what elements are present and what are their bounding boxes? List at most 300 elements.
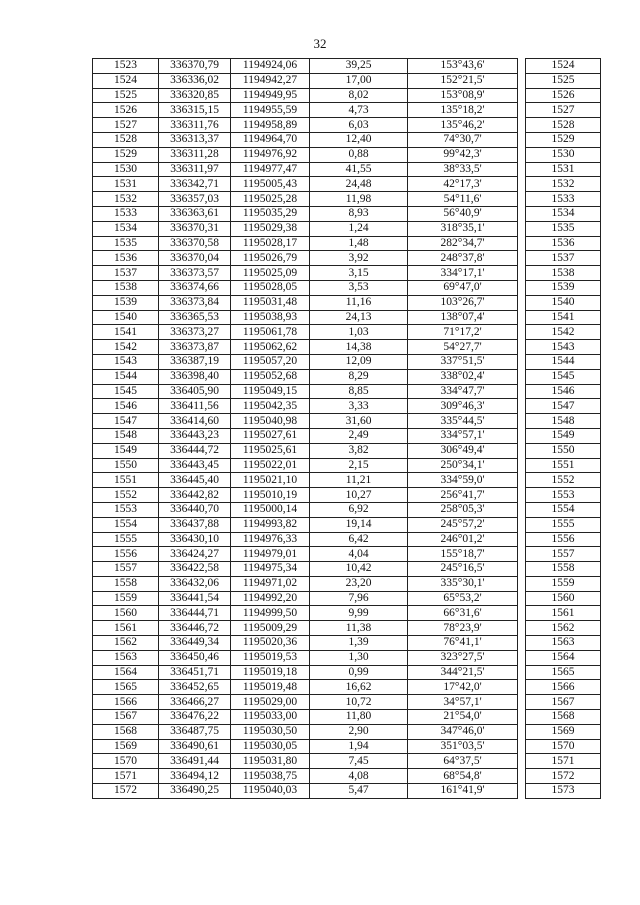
y-coordinate-cell: 1194955,59: [231, 103, 310, 118]
bearing-cell: 153°43,6': [408, 59, 518, 74]
bearing-cell: 17°42,0': [408, 680, 518, 695]
column-gap: [518, 414, 526, 429]
column-gap: [518, 724, 526, 739]
y-coordinate-cell: 1195035,29: [231, 206, 310, 221]
table-row: [93, 192, 601, 207]
y-coordinate-cell: 1194979,01: [231, 547, 310, 562]
column-gap: [518, 665, 526, 680]
y-coordinate-cell: 1195000,14: [231, 502, 310, 517]
distance-cell: 24,13: [310, 310, 408, 325]
point-number-cell: 1572: [93, 784, 159, 799]
table-row: [93, 88, 601, 103]
x-coordinate-cell: 336411,56: [159, 399, 231, 414]
point-number-cell: 1554: [93, 517, 159, 532]
x-coordinate-cell: 336311,28: [159, 147, 231, 162]
y-coordinate-cell: 1195019,18: [231, 665, 310, 680]
point-number-cell: 1557: [93, 562, 159, 577]
bearing-cell: 245°57,2': [408, 517, 518, 532]
x-coordinate-cell: 336443,45: [159, 458, 231, 473]
next-point-cell: 1533: [526, 192, 601, 207]
bearing-cell: 64°37,5': [408, 754, 518, 769]
column-gap: [518, 517, 526, 532]
bearing-cell: 74°30,7': [408, 132, 518, 147]
point-number-cell: 1553: [93, 502, 159, 517]
next-point-cell: 1551: [526, 458, 601, 473]
distance-cell: 1,48: [310, 236, 408, 251]
column-gap: [518, 88, 526, 103]
point-number-cell: 1562: [93, 636, 159, 651]
y-coordinate-cell: 1195019,53: [231, 650, 310, 665]
table-row: [93, 103, 601, 118]
x-coordinate-cell: 336445,40: [159, 473, 231, 488]
column-gap: [518, 443, 526, 458]
column-gap: [518, 532, 526, 547]
x-coordinate-cell: 336387,19: [159, 354, 231, 369]
table-row: [93, 162, 601, 177]
point-number-cell: 1535: [93, 236, 159, 251]
distance-cell: 0,88: [310, 147, 408, 162]
next-point-cell: 1567: [526, 695, 601, 710]
next-point-cell: 1543: [526, 340, 601, 355]
next-point-cell: 1544: [526, 354, 601, 369]
bearing-cell: 34°57,1': [408, 695, 518, 710]
y-coordinate-cell: 1195038,75: [231, 769, 310, 784]
next-point-cell: 1570: [526, 739, 601, 754]
table-row: [93, 724, 601, 739]
next-point-cell: 1524: [526, 59, 601, 74]
x-coordinate-cell: 336311,97: [159, 162, 231, 177]
next-point-cell: 1565: [526, 665, 601, 680]
next-point-cell: 1557: [526, 547, 601, 562]
distance-cell: 23,20: [310, 576, 408, 591]
x-coordinate-cell: 336414,60: [159, 414, 231, 429]
next-point-cell: 1561: [526, 606, 601, 621]
point-number-cell: 1544: [93, 369, 159, 384]
x-coordinate-cell: 336490,25: [159, 784, 231, 799]
bearing-cell: 103°26,7': [408, 295, 518, 310]
column-gap: [518, 710, 526, 725]
next-point-cell: 1573: [526, 784, 601, 799]
distance-cell: 7,45: [310, 754, 408, 769]
next-point-cell: 1553: [526, 488, 601, 503]
column-gap: [518, 695, 526, 710]
next-point-cell: 1546: [526, 384, 601, 399]
next-point-cell: 1558: [526, 562, 601, 577]
table-row: [93, 739, 601, 754]
point-number-cell: 1526: [93, 103, 159, 118]
point-number-cell: 1539: [93, 295, 159, 310]
column-gap: [518, 310, 526, 325]
next-point-cell: 1571: [526, 754, 601, 769]
next-point-cell: 1545: [526, 369, 601, 384]
distance-cell: 41,55: [310, 162, 408, 177]
table-row: [93, 636, 601, 651]
x-coordinate-cell: 336370,58: [159, 236, 231, 251]
column-gap: [518, 340, 526, 355]
distance-cell: 3,33: [310, 399, 408, 414]
distance-cell: 16,62: [310, 680, 408, 695]
bearing-cell: 334°47,7': [408, 384, 518, 399]
point-number-cell: 1564: [93, 665, 159, 680]
distance-cell: 7,96: [310, 591, 408, 606]
distance-cell: 6,03: [310, 118, 408, 133]
distance-cell: 11,98: [310, 192, 408, 207]
point-number-cell: 1569: [93, 739, 159, 754]
y-coordinate-cell: 1194949,95: [231, 88, 310, 103]
point-number-cell: 1550: [93, 458, 159, 473]
x-coordinate-cell: 336450,46: [159, 650, 231, 665]
distance-cell: 12,40: [310, 132, 408, 147]
distance-cell: 12,09: [310, 354, 408, 369]
point-number-cell: 1538: [93, 280, 159, 295]
x-coordinate-cell: 336491,44: [159, 754, 231, 769]
x-coordinate-cell: 336320,85: [159, 88, 231, 103]
next-point-cell: 1572: [526, 769, 601, 784]
y-coordinate-cell: 1195033,00: [231, 710, 310, 725]
column-gap: [518, 502, 526, 517]
distance-cell: 3,82: [310, 443, 408, 458]
y-coordinate-cell: 1195027,61: [231, 428, 310, 443]
y-coordinate-cell: 1195031,80: [231, 754, 310, 769]
point-number-cell: 1524: [93, 73, 159, 88]
y-coordinate-cell: 1195062,62: [231, 340, 310, 355]
y-coordinate-cell: 1195028,05: [231, 280, 310, 295]
table-row: [93, 488, 601, 503]
point-number-cell: 1534: [93, 221, 159, 236]
bearing-cell: 42°17,3': [408, 177, 518, 192]
bearing-cell: 248°37,8': [408, 251, 518, 266]
next-point-cell: 1549: [526, 428, 601, 443]
y-coordinate-cell: 1195031,48: [231, 295, 310, 310]
table-row: [93, 118, 601, 133]
y-coordinate-cell: 1195028,17: [231, 236, 310, 251]
distance-cell: 4,73: [310, 103, 408, 118]
point-number-cell: 1571: [93, 769, 159, 784]
point-number-cell: 1543: [93, 354, 159, 369]
next-point-cell: 1548: [526, 414, 601, 429]
point-number-cell: 1555: [93, 532, 159, 547]
column-gap: [518, 251, 526, 266]
column-gap: [518, 206, 526, 221]
next-point-cell: 1559: [526, 576, 601, 591]
y-coordinate-cell: 1194992,20: [231, 591, 310, 606]
distance-cell: 2,49: [310, 428, 408, 443]
x-coordinate-cell: 336357,03: [159, 192, 231, 207]
next-point-cell: 1541: [526, 310, 601, 325]
coordinates-table: [92, 58, 601, 799]
next-point-cell: 1555: [526, 517, 601, 532]
bearing-cell: 256°41,7': [408, 488, 518, 503]
bearing-cell: 337°51,5': [408, 354, 518, 369]
point-number-cell: 1563: [93, 650, 159, 665]
next-point-cell: 1529: [526, 132, 601, 147]
bearing-cell: 138°07,4': [408, 310, 518, 325]
point-number-cell: 1532: [93, 192, 159, 207]
bearing-cell: 99°42,3': [408, 147, 518, 162]
next-point-cell: 1540: [526, 295, 601, 310]
next-point-cell: 1534: [526, 206, 601, 221]
table-row: [93, 59, 601, 74]
table-row: [93, 251, 601, 266]
column-gap: [518, 354, 526, 369]
table-row: [93, 132, 601, 147]
table-row: [93, 650, 601, 665]
point-number-cell: 1570: [93, 754, 159, 769]
x-coordinate-cell: 336365,53: [159, 310, 231, 325]
table-row: [93, 310, 601, 325]
y-coordinate-cell: 1195019,48: [231, 680, 310, 695]
bearing-cell: 135°18,2': [408, 103, 518, 118]
distance-cell: 1,39: [310, 636, 408, 651]
next-point-cell: 1525: [526, 73, 601, 88]
next-point-cell: 1547: [526, 399, 601, 414]
column-gap: [518, 236, 526, 251]
y-coordinate-cell: 1194924,06: [231, 59, 310, 74]
table-row: [93, 547, 601, 562]
x-coordinate-cell: 336487,75: [159, 724, 231, 739]
distance-cell: 10,42: [310, 562, 408, 577]
column-gap: [518, 428, 526, 443]
distance-cell: 0,99: [310, 665, 408, 680]
distance-cell: 8,85: [310, 384, 408, 399]
y-coordinate-cell: 1195029,38: [231, 221, 310, 236]
next-point-cell: 1564: [526, 650, 601, 665]
bearing-cell: 258°05,3': [408, 502, 518, 517]
x-coordinate-cell: 336374,66: [159, 280, 231, 295]
distance-cell: 10,72: [310, 695, 408, 710]
table-row: [93, 754, 601, 769]
x-coordinate-cell: 336451,71: [159, 665, 231, 680]
point-number-cell: 1533: [93, 206, 159, 221]
table-row: [93, 517, 601, 532]
coordinates-table-body: [93, 59, 601, 799]
x-coordinate-cell: 336336,02: [159, 73, 231, 88]
bearing-cell: 153°08,9': [408, 88, 518, 103]
distance-cell: 39,25: [310, 59, 408, 74]
next-point-cell: 1552: [526, 473, 601, 488]
table-row: [93, 280, 601, 295]
bearing-cell: 69°47,0': [408, 280, 518, 295]
x-coordinate-cell: 336441,54: [159, 591, 231, 606]
bearing-cell: 54°11,6': [408, 192, 518, 207]
distance-cell: 1,03: [310, 325, 408, 340]
column-gap: [518, 280, 526, 295]
x-coordinate-cell: 336430,10: [159, 532, 231, 547]
table-row: [93, 221, 601, 236]
column-gap: [518, 739, 526, 754]
x-coordinate-cell: 336363,61: [159, 206, 231, 221]
column-gap: [518, 369, 526, 384]
y-coordinate-cell: 1195026,79: [231, 251, 310, 266]
distance-cell: 8,29: [310, 369, 408, 384]
table-row: [93, 147, 601, 162]
point-number-cell: 1558: [93, 576, 159, 591]
x-coordinate-cell: 336370,31: [159, 221, 231, 236]
x-coordinate-cell: 336476,22: [159, 710, 231, 725]
column-gap: [518, 784, 526, 799]
y-coordinate-cell: 1194976,33: [231, 532, 310, 547]
table-row: [93, 532, 601, 547]
next-point-cell: 1530: [526, 147, 601, 162]
bearing-cell: 56°40,9': [408, 206, 518, 221]
y-coordinate-cell: 1195030,50: [231, 724, 310, 739]
point-number-cell: 1551: [93, 473, 159, 488]
column-gap: [518, 621, 526, 636]
column-gap: [518, 680, 526, 695]
column-gap: [518, 103, 526, 118]
column-gap: [518, 488, 526, 503]
x-coordinate-cell: 336373,84: [159, 295, 231, 310]
next-point-cell: 1535: [526, 221, 601, 236]
next-point-cell: 1542: [526, 325, 601, 340]
point-number-cell: 1536: [93, 251, 159, 266]
point-number-cell: 1528: [93, 132, 159, 147]
x-coordinate-cell: 336449,34: [159, 636, 231, 651]
next-point-cell: 1568: [526, 710, 601, 725]
distance-cell: 11,16: [310, 295, 408, 310]
column-gap: [518, 59, 526, 74]
next-point-cell: 1554: [526, 502, 601, 517]
y-coordinate-cell: 1194999,50: [231, 606, 310, 621]
distance-cell: 2,15: [310, 458, 408, 473]
column-gap: [518, 325, 526, 340]
column-gap: [518, 118, 526, 133]
distance-cell: 31,60: [310, 414, 408, 429]
bearing-cell: 246°01,2': [408, 532, 518, 547]
bearing-cell: 344°21,5': [408, 665, 518, 680]
distance-cell: 17,00: [310, 73, 408, 88]
bearing-cell: 306°49,4': [408, 443, 518, 458]
table-row: [93, 680, 601, 695]
next-point-cell: 1550: [526, 443, 601, 458]
distance-cell: 9,99: [310, 606, 408, 621]
next-point-cell: 1562: [526, 621, 601, 636]
column-gap: [518, 399, 526, 414]
bearing-cell: 347°46,0': [408, 724, 518, 739]
next-point-cell: 1563: [526, 636, 601, 651]
y-coordinate-cell: 1195042,35: [231, 399, 310, 414]
point-number-cell: 1542: [93, 340, 159, 355]
column-gap: [518, 754, 526, 769]
y-coordinate-cell: 1195049,15: [231, 384, 310, 399]
table-row: [93, 695, 601, 710]
column-gap: [518, 562, 526, 577]
table-row: [93, 458, 601, 473]
y-coordinate-cell: 1194975,34: [231, 562, 310, 577]
bearing-cell: 76°41,1': [408, 636, 518, 651]
x-coordinate-cell: 336422,58: [159, 562, 231, 577]
x-coordinate-cell: 336432,06: [159, 576, 231, 591]
distance-cell: 4,04: [310, 547, 408, 562]
y-coordinate-cell: 1195005,43: [231, 177, 310, 192]
table-row: [93, 399, 601, 414]
y-coordinate-cell: 1195022,01: [231, 458, 310, 473]
point-number-cell: 1548: [93, 428, 159, 443]
table-row: [93, 562, 601, 577]
column-gap: [518, 576, 526, 591]
column-gap: [518, 147, 526, 162]
x-coordinate-cell: 336444,71: [159, 606, 231, 621]
column-gap: [518, 295, 526, 310]
table-row: [93, 369, 601, 384]
bearing-cell: 335°30,1': [408, 576, 518, 591]
page-number: 32: [313, 36, 327, 51]
y-coordinate-cell: 1194942,27: [231, 73, 310, 88]
table-row: [93, 769, 601, 784]
column-gap: [518, 769, 526, 784]
table-row: [93, 502, 601, 517]
next-point-cell: 1531: [526, 162, 601, 177]
point-number-cell: 1527: [93, 118, 159, 133]
distance-cell: 11,38: [310, 621, 408, 636]
table-row: [93, 295, 601, 310]
x-coordinate-cell: 336440,70: [159, 502, 231, 517]
table-row: [93, 206, 601, 221]
distance-cell: 3,53: [310, 280, 408, 295]
next-point-cell: 1527: [526, 103, 601, 118]
column-gap: [518, 606, 526, 621]
bearing-cell: 155°18,7': [408, 547, 518, 562]
next-point-cell: 1556: [526, 532, 601, 547]
y-coordinate-cell: 1195052,68: [231, 369, 310, 384]
x-coordinate-cell: 336452,65: [159, 680, 231, 695]
x-coordinate-cell: 336405,90: [159, 384, 231, 399]
point-number-cell: 1561: [93, 621, 159, 636]
distance-cell: 11,80: [310, 710, 408, 725]
y-coordinate-cell: 1195009,29: [231, 621, 310, 636]
x-coordinate-cell: 336443,23: [159, 428, 231, 443]
distance-cell: 14,38: [310, 340, 408, 355]
bearing-cell: 71°17,2': [408, 325, 518, 340]
bearing-cell: 335°44,5': [408, 414, 518, 429]
bearing-cell: 309°46,3': [408, 399, 518, 414]
x-coordinate-cell: 336490,61: [159, 739, 231, 754]
column-gap: [518, 177, 526, 192]
point-number-cell: 1560: [93, 606, 159, 621]
distance-cell: 10,27: [310, 488, 408, 503]
distance-cell: 1,24: [310, 221, 408, 236]
bearing-cell: 245°16,5': [408, 562, 518, 577]
y-coordinate-cell: 1194964,70: [231, 132, 310, 147]
point-number-cell: 1537: [93, 266, 159, 281]
y-coordinate-cell: 1195057,20: [231, 354, 310, 369]
x-coordinate-cell: 336442,82: [159, 488, 231, 503]
point-number-cell: 1523: [93, 59, 159, 74]
table-row: [93, 665, 601, 680]
y-coordinate-cell: 1195040,03: [231, 784, 310, 799]
table-row: [93, 340, 601, 355]
distance-cell: 19,14: [310, 517, 408, 532]
column-gap: [518, 192, 526, 207]
distance-cell: 3,92: [310, 251, 408, 266]
point-number-cell: 1540: [93, 310, 159, 325]
y-coordinate-cell: 1195061,78: [231, 325, 310, 340]
table-row: [93, 236, 601, 251]
bearing-cell: 282°34,7': [408, 236, 518, 251]
bearing-cell: 21°54,0': [408, 710, 518, 725]
point-number-cell: 1531: [93, 177, 159, 192]
table-row: [93, 621, 601, 636]
x-coordinate-cell: 336444,72: [159, 443, 231, 458]
bearing-cell: 68°54,8': [408, 769, 518, 784]
x-coordinate-cell: 336398,40: [159, 369, 231, 384]
table-row: [93, 576, 601, 591]
point-number-cell: 1549: [93, 443, 159, 458]
y-coordinate-cell: 1195030,05: [231, 739, 310, 754]
bearing-cell: 338°02,4': [408, 369, 518, 384]
distance-cell: 4,08: [310, 769, 408, 784]
bearing-cell: 334°17,1': [408, 266, 518, 281]
